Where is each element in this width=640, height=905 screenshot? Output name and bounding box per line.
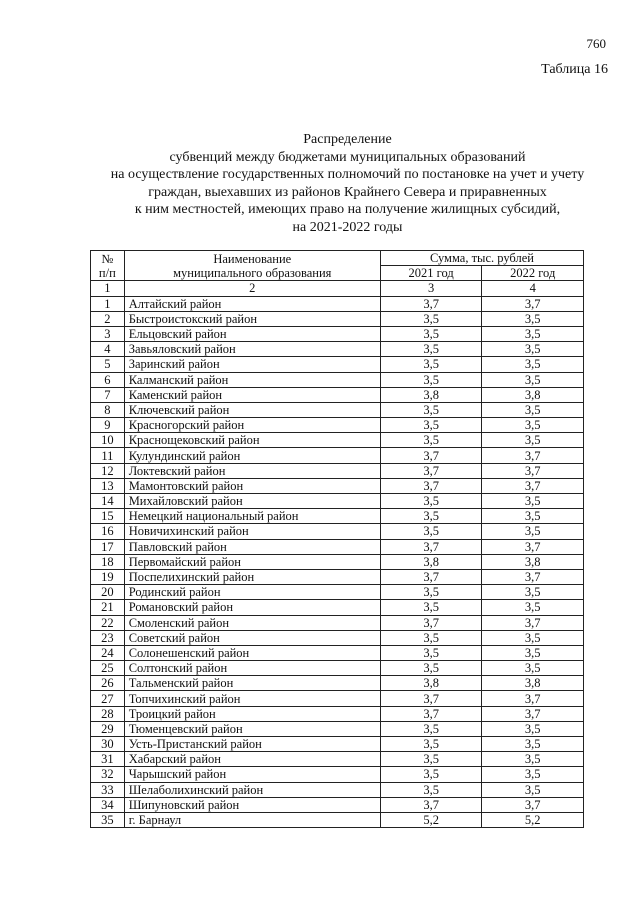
header-number-line: № [101, 251, 114, 266]
row-value-2021: 3,8 [380, 676, 482, 691]
row-value-2021: 3,5 [380, 661, 482, 676]
row-value-2022: 3,5 [482, 767, 584, 782]
row-value-2021: 3,7 [380, 706, 482, 721]
row-number: 13 [91, 478, 125, 493]
table-row [91, 326, 584, 341]
row-value-2021: 3,5 [380, 433, 482, 448]
row-value-2022: 3,8 [482, 676, 584, 691]
header-year-2021: 2021 год [380, 266, 482, 281]
row-number: 17 [91, 539, 125, 554]
row-name: Романовский район [124, 600, 380, 615]
row-number: 32 [91, 767, 125, 782]
table-row [91, 311, 584, 326]
table-row [91, 600, 584, 615]
table-row [91, 509, 584, 524]
row-number: 29 [91, 721, 125, 736]
row-number: 28 [91, 706, 125, 721]
row-value-2022: 3,5 [482, 600, 584, 615]
row-number: 26 [91, 676, 125, 691]
row-name: Шипуновский район [124, 797, 380, 812]
row-name: Павловский район [124, 539, 380, 554]
row-value-2021: 3,5 [380, 311, 482, 326]
row-name: Каменский район [124, 387, 380, 402]
row-number: 1 [91, 296, 125, 311]
row-number: 23 [91, 630, 125, 645]
table-row [91, 737, 584, 752]
table-row [91, 706, 584, 721]
row-value-2021: 3,5 [380, 372, 482, 387]
row-name: Усть-Пристанский район [124, 737, 380, 752]
column-index-row [91, 281, 584, 296]
row-number: 6 [91, 372, 125, 387]
row-name: Локтевский район [124, 463, 380, 478]
row-value-2021: 3,5 [380, 782, 482, 797]
row-value-2022: 3,7 [482, 691, 584, 706]
row-value-2021: 3,7 [380, 691, 482, 706]
header-name [124, 251, 380, 281]
row-value-2021: 3,5 [380, 721, 482, 736]
row-value-2021: 3,5 [380, 326, 482, 341]
row-name: Немецкий национальный район [124, 509, 380, 524]
row-name: Быстроистокский район [124, 311, 380, 326]
row-value-2022: 3,5 [482, 372, 584, 387]
row-value-2022: 3,5 [482, 311, 584, 326]
row-value-2021: 3,5 [380, 494, 482, 509]
title-line: на осуществление государственных полномочий по постановке на учет и учету [110, 167, 585, 183]
subsidy-table [90, 250, 584, 828]
table-row [91, 645, 584, 660]
table-row [91, 372, 584, 387]
row-number: 20 [91, 585, 125, 600]
table-row [91, 494, 584, 509]
row-value-2021: 3,7 [380, 615, 482, 630]
column-index: 4 [482, 281, 584, 296]
table-label: Таблица 16 [541, 62, 608, 77]
row-number: 15 [91, 509, 125, 524]
row-value-2022: 3,5 [482, 509, 584, 524]
table-row [91, 767, 584, 782]
row-value-2022: 3,7 [482, 448, 584, 463]
row-name: Смоленский район [124, 615, 380, 630]
table-row [91, 585, 584, 600]
title-line: субвенций между бюджетами муниципальных образований [169, 149, 526, 165]
header-number [91, 251, 125, 281]
row-value-2022: 3,7 [482, 615, 584, 630]
title-line: к ним местностей, имеющих право на получение жилищных субсидий, [134, 202, 561, 218]
row-value-2021: 3,7 [380, 797, 482, 812]
table-row [91, 630, 584, 645]
row-value-2022: 3,5 [482, 342, 584, 357]
row-value-2022: 3,5 [482, 433, 584, 448]
row-number: 21 [91, 600, 125, 615]
row-number: 5 [91, 357, 125, 372]
table-row [91, 418, 584, 433]
row-number: 24 [91, 645, 125, 660]
row-value-2021: 3,5 [380, 630, 482, 645]
row-number: 27 [91, 691, 125, 706]
row-value-2021: 3,7 [380, 463, 482, 478]
row-name: Троицкий район [124, 706, 380, 721]
table-row [91, 524, 584, 539]
row-number: 10 [91, 433, 125, 448]
table-row [91, 569, 584, 584]
table-row [91, 402, 584, 417]
table-row [91, 752, 584, 767]
row-name: Новичихинский район [124, 524, 380, 539]
row-name: Родинский район [124, 585, 380, 600]
row-value-2022: 3,7 [482, 797, 584, 812]
row-name: Топчихинский район [124, 691, 380, 706]
row-value-2021: 5,2 [380, 812, 482, 827]
table-row [91, 357, 584, 372]
row-value-2021: 3,5 [380, 402, 482, 417]
row-number: 4 [91, 342, 125, 357]
row-name: Ключевский район [124, 402, 380, 417]
row-value-2022: 3,5 [482, 402, 584, 417]
row-value-2022: 3,5 [482, 326, 584, 341]
row-name: Краснощековский район [124, 433, 380, 448]
row-name: Чарышский район [124, 767, 380, 782]
row-number: 8 [91, 402, 125, 417]
row-value-2021: 3,7 [380, 296, 482, 311]
row-value-2021: 3,7 [380, 569, 482, 584]
column-index: 3 [380, 281, 482, 296]
row-value-2022: 3,8 [482, 387, 584, 402]
row-number: 22 [91, 615, 125, 630]
row-value-2022: 3,5 [482, 418, 584, 433]
row-value-2021: 3,5 [380, 418, 482, 433]
table-row [91, 797, 584, 812]
row-name: Кулундинский район [124, 448, 380, 463]
row-number: 11 [91, 448, 125, 463]
row-number: 7 [91, 387, 125, 402]
row-value-2021: 3,5 [380, 524, 482, 539]
row-number: 35 [91, 812, 125, 827]
table-body [91, 296, 584, 828]
table-row [91, 387, 584, 402]
row-value-2021: 3,5 [380, 752, 482, 767]
row-number: 16 [91, 524, 125, 539]
row-number: 33 [91, 782, 125, 797]
table-row [91, 691, 584, 706]
row-name: Солонешенский район [124, 645, 380, 660]
row-name: Первомайский район [124, 554, 380, 569]
table-row [91, 721, 584, 736]
table-row [91, 782, 584, 797]
row-value-2022: 3,5 [482, 782, 584, 797]
row-name: Алтайский район [124, 296, 380, 311]
column-index: 1 [91, 281, 125, 296]
row-name: Хабарский район [124, 752, 380, 767]
row-number: 19 [91, 569, 125, 584]
row-value-2021: 3,5 [380, 342, 482, 357]
row-value-2021: 3,7 [380, 539, 482, 554]
header-number-line: п/п [98, 265, 116, 280]
table-row [91, 615, 584, 630]
row-value-2021: 3,8 [380, 554, 482, 569]
row-number: 9 [91, 418, 125, 433]
row-value-2021: 3,5 [380, 357, 482, 372]
row-value-2022: 3,5 [482, 661, 584, 676]
row-value-2022: 3,5 [482, 585, 584, 600]
row-name: Тюменцевский район [124, 721, 380, 736]
row-value-2021: 3,5 [380, 509, 482, 524]
row-number: 31 [91, 752, 125, 767]
row-value-2022: 3,7 [482, 296, 584, 311]
row-value-2021: 3,5 [380, 737, 482, 752]
row-value-2022: 3,5 [482, 752, 584, 767]
row-value-2021: 3,5 [380, 645, 482, 660]
row-value-2022: 3,7 [482, 463, 584, 478]
table-row [91, 463, 584, 478]
row-name: Красногорский район [124, 418, 380, 433]
row-name: Заринский район [124, 357, 380, 372]
row-name: Завьяловский район [124, 342, 380, 357]
row-number: 14 [91, 494, 125, 509]
row-value-2022: 3,5 [482, 645, 584, 660]
header-sum: Сумма, тыс. рублей [380, 251, 583, 266]
row-value-2022: 3,8 [482, 554, 584, 569]
row-number: 12 [91, 463, 125, 478]
row-value-2021: 3,7 [380, 478, 482, 493]
header-row [91, 251, 584, 266]
row-value-2022: 3,7 [482, 569, 584, 584]
row-name: Тальменский район [124, 676, 380, 691]
title-line: Распределение [303, 132, 392, 147]
row-value-2021: 3,5 [380, 585, 482, 600]
row-name: Советский район [124, 630, 380, 645]
row-value-2021: 3,5 [380, 767, 482, 782]
row-name: Солтонский район [124, 661, 380, 676]
row-number: 2 [91, 311, 125, 326]
row-value-2022: 3,7 [482, 706, 584, 721]
title-line: на 2021-2022 годы [292, 219, 403, 235]
row-value-2021: 3,7 [380, 448, 482, 463]
table-row [91, 448, 584, 463]
row-number: 34 [91, 797, 125, 812]
row-name: Поспелихинский район [124, 569, 380, 584]
row-name: Шелаболихинский район [124, 782, 380, 797]
table-row [91, 342, 584, 357]
header-year-2022: 2022 год [482, 266, 584, 281]
row-value-2021: 3,8 [380, 387, 482, 402]
row-value-2022: 3,5 [482, 494, 584, 509]
column-index: 2 [124, 281, 380, 296]
document-title [60, 131, 635, 237]
table-row [91, 478, 584, 493]
table-row [91, 676, 584, 691]
row-number: 30 [91, 737, 125, 752]
header-name-line: Наименование [213, 251, 292, 266]
table-row [91, 539, 584, 554]
row-number: 25 [91, 661, 125, 676]
title-line: граждан, выехавших из районов Крайнего Севера и приравненных [148, 184, 547, 200]
row-name: Михайловский район [124, 494, 380, 509]
table-row [91, 661, 584, 676]
row-value-2022: 3,5 [482, 524, 584, 539]
table-row [91, 296, 584, 311]
row-value-2022: 3,5 [482, 630, 584, 645]
row-value-2022: 3,7 [482, 539, 584, 554]
row-value-2021: 3,5 [380, 600, 482, 615]
row-value-2022: 3,5 [482, 721, 584, 736]
row-value-2022: 3,5 [482, 357, 584, 372]
row-name: г. Барнаул [124, 812, 380, 827]
row-value-2022: 5,2 [482, 812, 584, 827]
page-number: 760 [586, 36, 606, 51]
row-value-2022: 3,7 [482, 478, 584, 493]
row-number: 3 [91, 326, 125, 341]
header-name-line: муниципального образования [173, 265, 332, 280]
row-name: Калманский район [124, 372, 380, 387]
row-value-2022: 3,5 [482, 737, 584, 752]
table-row [91, 433, 584, 448]
row-name: Мамонтовский район [124, 478, 380, 493]
row-name: Ельцовский район [124, 326, 380, 341]
table-row [91, 554, 584, 569]
row-number: 18 [91, 554, 125, 569]
table-row [91, 812, 584, 827]
